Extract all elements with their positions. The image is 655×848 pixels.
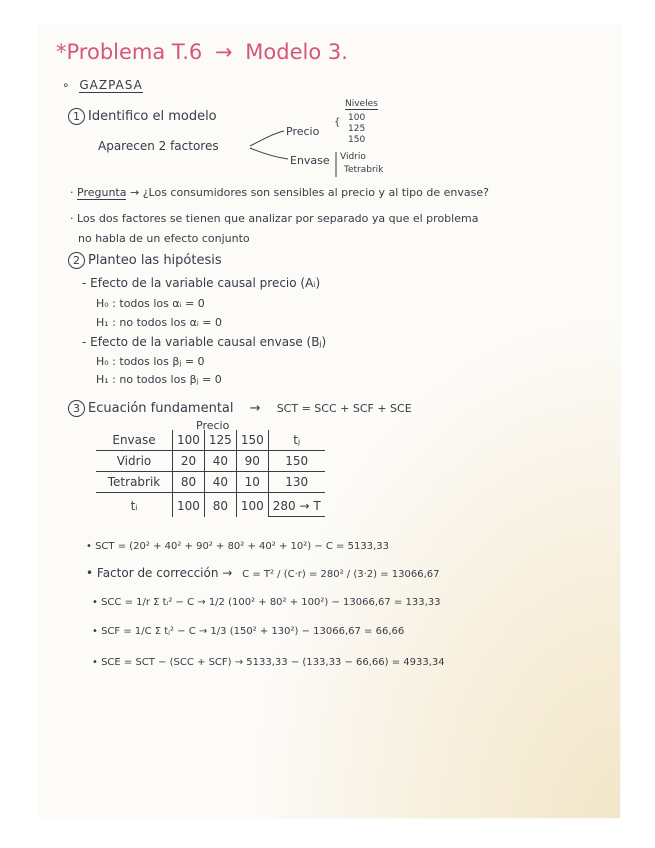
col-header-total: tⱼ	[268, 430, 324, 451]
page-title: *Problema T.6 → Modelo 3.	[56, 40, 348, 64]
calc-scc: • SCC = 1/r Σ tᵢ² − C → 1/2 (100² + 80² + 100²) − 13066,67 = 133,33	[92, 597, 441, 608]
cell-total: 130	[268, 472, 324, 493]
calc-fc: • Factor de corrección → C = T² / (C·r) = 280² / (3·2) = 13066,67	[86, 566, 440, 580]
table-corner: Envase	[96, 430, 173, 451]
col-header: 125	[204, 430, 236, 451]
price-level: 125	[348, 124, 366, 134]
step-1-heading: 1 Identifico el modelo	[68, 108, 217, 125]
pack-level: Vidrio	[340, 152, 366, 162]
factors-text: Aparecen 2 factores	[98, 139, 219, 153]
price-level: 100	[348, 113, 366, 123]
price-label: Precio	[286, 125, 320, 138]
note-line-2: no habla de un efecto conjunto	[78, 232, 250, 245]
step-3-heading: 3 Ecuación fundamental → SCT = SCC + SCF + SCE	[68, 400, 412, 417]
hyp-b-head: - Efecto de la variable causal envase (Bⱼ)	[82, 335, 327, 349]
cell: 40	[204, 472, 236, 493]
cell: 40	[204, 451, 236, 472]
cell: 10	[236, 472, 268, 493]
data-table	[96, 430, 325, 517]
col-header: 150	[236, 430, 268, 451]
company-line: ∘ GAZPASA	[62, 78, 143, 92]
cell-total: 150	[268, 451, 324, 472]
col-header: 100	[173, 430, 205, 451]
question-line: · Pregunta → ¿Los consumidores son sensibles al precio y al tipo de envase?	[70, 186, 489, 199]
note-line-1: · Los dos factores se tienen que analizar por separado ya que el problema	[70, 212, 479, 225]
table-row	[96, 472, 325, 493]
hyp-a-head: - Efecto de la variable causal precio (Aᵢ)	[82, 276, 321, 290]
row-name: Vidrio	[96, 451, 173, 472]
hyp-b-h1: H₁ : no todos los βⱼ = 0	[96, 373, 222, 386]
hyp-a-h0: H₀ : todos los αᵢ = 0	[96, 297, 205, 310]
cell: 20	[173, 451, 205, 472]
price-level: 150	[348, 135, 366, 145]
cell: 100	[173, 493, 205, 517]
table-top-label: Precio	[196, 419, 230, 432]
grand-total: 280 → T	[268, 493, 324, 517]
totals-label: tᵢ	[130, 499, 138, 514]
hyp-b-h0: H₀ : todos los βⱼ = 0	[96, 355, 205, 368]
cell: 100	[236, 493, 268, 517]
calc-sce: • SCE = SCT − (SCC + SCF) → 5133,33 − (133,33 − 66,66) = 4933,34	[92, 657, 445, 668]
hyp-a-h1: H₁ : no todos los αᵢ = 0	[96, 316, 223, 329]
cell: 90	[236, 451, 268, 472]
pack-level: Tetrabrik	[344, 165, 384, 175]
table-totals-row	[96, 493, 325, 517]
cell: 80	[204, 493, 236, 517]
row-name: Tetrabrik	[96, 472, 173, 493]
cell: 80	[173, 472, 205, 493]
calc-sct: • SCT = (20² + 40² + 90² + 80² + 40² + 10²) − C = 5133,33	[86, 541, 389, 552]
calc-scf: • SCF = 1/C Σ tⱼ² − C → 1/3 (150² + 130²) − 13066,67 = 66,66	[92, 626, 405, 637]
pack-label: Envase	[290, 154, 330, 167]
price-brace: {	[334, 117, 341, 128]
step-2-heading: 2 Planteo las hipótesis	[68, 252, 222, 269]
levels-title: Niveles	[345, 99, 378, 109]
table-row	[96, 451, 325, 472]
